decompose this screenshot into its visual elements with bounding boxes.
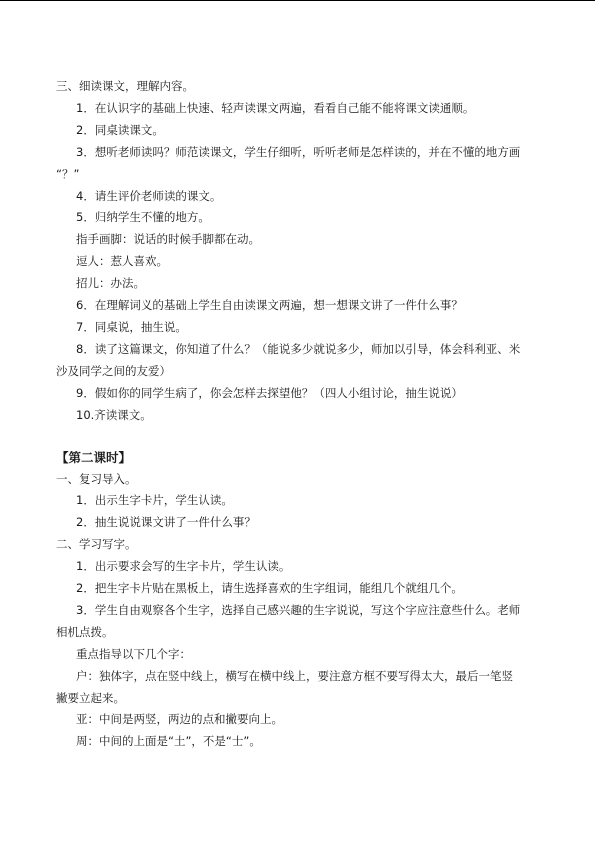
vocab-zhaor: 招儿：办法。 <box>76 276 145 291</box>
step-3-continued: “？” <box>56 166 80 181</box>
vocab-douren: 逗人：惹人喜欢。 <box>76 254 168 269</box>
step-7: 7．同桌说，抽生说。 <box>76 319 187 334</box>
vocab-zhishouhuajiao: 指手画脚：说话的时候手脚都在动。 <box>76 232 260 247</box>
writing-step-3: 3．学生自由观察各个生字，选择自己感兴趣的生字说说，写这个字应注意些什么。老师 <box>76 602 521 617</box>
section-heading-3: 三、细读课文，理解内容。 <box>56 79 194 93</box>
section-heading-1: 一、复习导入。 <box>56 471 137 486</box>
step-8-continued: 沙及同学之间的友爱） <box>56 363 171 378</box>
review-step-2: 2．抽生说说课文讲了一件什么事？ <box>76 515 256 530</box>
lesson-2-title: 【第二课时】 <box>56 449 132 465</box>
section-heading-2: 二、学习写字。 <box>56 537 137 552</box>
step-6: 6．在理解词义的基础上学生自由读课文两遍，想一想课文讲了一件什么事？ <box>76 298 463 313</box>
section-gap <box>56 427 546 447</box>
writing-step-1: 1．出示要求会写的生字卡片，学生认读。 <box>76 559 291 574</box>
writing-step-3-continued: 相机点拨。 <box>56 624 114 639</box>
step-5: 5．归纳学生不懂的地方。 <box>76 210 210 225</box>
step-4: 4．请生评价老师读的课文。 <box>76 188 222 203</box>
step-10: 10.齐读课文。 <box>76 407 152 422</box>
char-ya-guidance: 亚：中间是两竖，两边的点和撇要向上。 <box>76 712 283 727</box>
review-step-1: 1．出示生字卡片，学生认读。 <box>76 493 233 508</box>
step-3: 3．想听老师读吗？师范读课文，学生仔细听，听听老师是怎样读的，并在不懂的地方画 <box>76 144 521 159</box>
char-zhou-guidance: 周：中间的上面是“土”，不是“士”。 <box>76 734 261 749</box>
page-top-border <box>0 0 595 1</box>
document-body <box>56 76 546 753</box>
step-9: 9．假如你的同学生病了，你会怎样去探望他？（四人小组讨论，抽生说说） <box>76 385 463 400</box>
char-hu-guidance: 户：独体字，点在竖中线上，横写在横中线上，要注意方框不要写得太大，最后一笔竖 <box>76 668 513 683</box>
step-2: 2．同桌读课文。 <box>76 122 164 137</box>
writing-step-2: 2．把生字卡片贴在黑板上，请生选择喜欢的生字组词，能组几个就组几个。 <box>76 581 463 596</box>
char-hu-guidance-continued: 撇要立起来。 <box>56 690 125 705</box>
step-1: 1．在认识字的基础上快速、轻声读课文两遍，看看自己能不能将课文读通顺。 <box>76 100 475 115</box>
step-8: 8．读了这篇课文，你知道了什么？（能说多少就说多少，师加以引导，体会科利亚、米 <box>76 341 521 356</box>
key-guidance-intro: 重点指导以下几个字： <box>76 646 191 661</box>
